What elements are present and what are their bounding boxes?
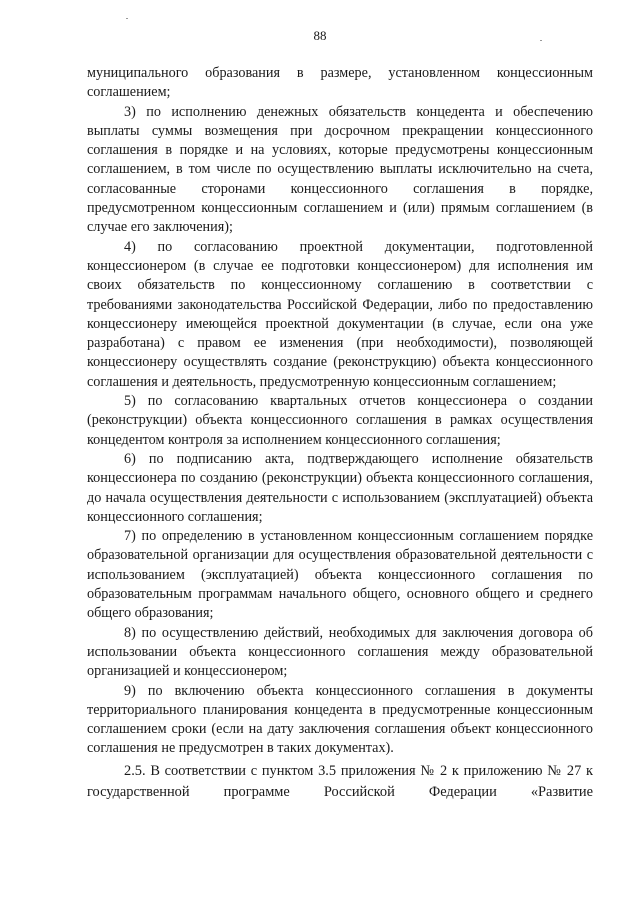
paragraph-item-8: 8) по осуществлению действий, необходимых для заключения договора об использовании объекта концессионного соглашения между образовательной организацией и концессионером;	[87, 624, 593, 680]
paragraph-item-4: 4) по согласованию проектной документации, подготовленной концессионером (в случае ее подготовки концессионером) для исполнения им своих обязательств по концессионному соглашению в соответствии с требованиями законодательства Российской Федерации, либо по предоставлению концессионеру имеющейся проектной документации (в случае, если она уже разработана) с правом ее изменения (при необходимости), позволяющей концессионеру осуществлять создание (реконструкцию) объекта концессионного соглашения и деятельность, предусмотренную концессионным соглашением;	[87, 238, 593, 390]
paragraph-continuation: муниципального образования в размере, установленном концессионным соглашением;	[87, 65, 593, 101]
page-number: 88	[313, 28, 327, 43]
paragraph-item-7: 7) по определению в установленном концессионным соглашением порядке образовательной организации для осуществления образовательной деятельности с использованием (эксплуатацией) объекта концессионного соглашения по образовательным программам начального общего, основного общего и среднего общего образования;	[87, 528, 593, 622]
paragraph-item-3: 3) по исполнению денежных обязательств концедента и обеспечению выплаты суммы возмещения при досрочном прекращении концессионного соглашения в порядке и на условиях, которые предусмотрены концессионным соглашением, в том числе по осуществлению выплаты исключительно на счета, согласованные сторонами концессионного соглашения в порядке, предусмотренном концессионным соглашением и (или) прямым соглашением (в случае его заключения);	[87, 103, 593, 236]
paragraph-item-5: 5) по согласованию квартальных отчетов концессионера о создании (реконструкции) объекта концессионного соглашения в рамках осуществления концедентом контроля за исполнением концессионного соглашения;	[87, 393, 593, 448]
paragraph-section-2-5: 2.5. В соответствии с пунктом 3.5 приложения № 2 к приложению № 27 к государственной программе Российской Федерации «Развитие	[87, 762, 593, 800]
scan-artifact-mark	[126, 18, 128, 19]
paragraph-item-9: 9) по включению объекта концессионного соглашения в документы территориального планирования концедента в предусмотренные концессионным соглашением сроки (если на дату заключения соглашения объект концессионного соглашения не предусмотрен в таких документах).	[87, 682, 593, 757]
document-text-body	[87, 64, 593, 803]
paragraph-item-6: 6) по подписанию акта, подтверждающего исполнение обязательств концессионера по созданию (реконструкции) объекта концессионного соглашения, до начала осуществления деятельности с использованием (эксплуатацией) объекта концессионного соглашения;	[87, 450, 593, 525]
